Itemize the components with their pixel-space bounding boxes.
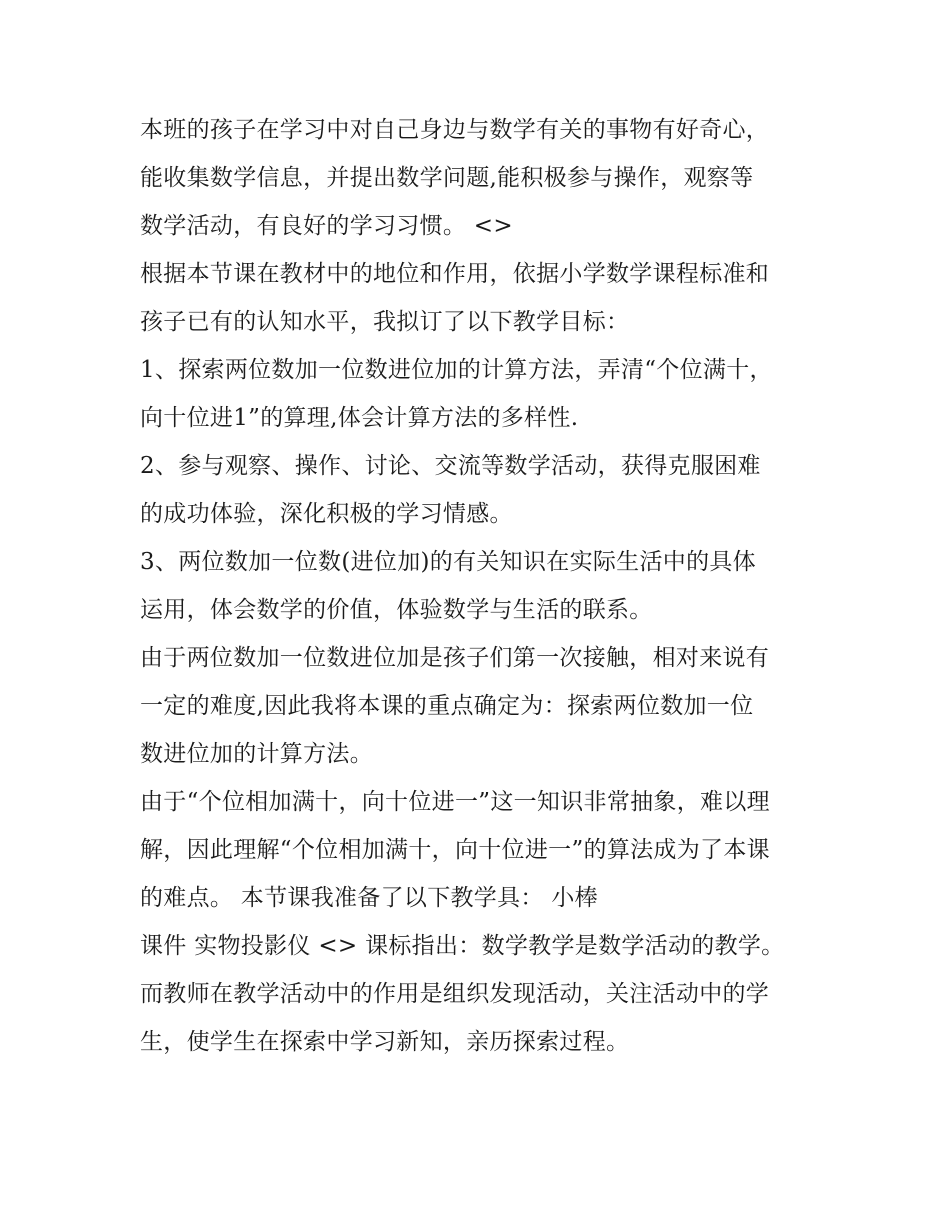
text-line: 运用，体会数学的价值，体验数学与生活的联系。: [140, 597, 653, 623]
text-line: 能收集数学信息，并提出数学问题,能积极参与操作，观察等: [140, 165, 754, 191]
text-line: 由于两位数加一位数进位加是孩子们第一次接触，相对来说有: [140, 645, 770, 671]
text-line: 本班的孩子在学习中对自己身边与数学有关的事物有好奇心，: [140, 117, 770, 143]
text-line: 由于“个位相加满十，向十位进一”这一知识非常抽象，难以理: [140, 789, 770, 815]
document-body: [140, 106, 820, 1066]
text-line: 数学活动，有良好的学习习惯。 <>: [140, 213, 513, 239]
text-line: 的难点。 本节课我准备了以下教学具： 小棒: [140, 885, 598, 911]
text-line: 而教师在教学活动中的作用是组织发现活动，关注活动中的学: [140, 981, 770, 1007]
text-line: 向十位进1”的算理,体会计算方法的多样性.: [140, 405, 579, 431]
text-line: 孩子已有的认知水平，我拟订了以下教学目标：: [140, 309, 630, 335]
text-line: 3、两位数加一位数(进位加)的有关知识在实际生活中的具体: [140, 549, 756, 575]
text-line: 生，使学生在探索中学习新知，亲历探索过程。: [140, 1029, 630, 1055]
text-line: 一定的难度,因此我将本课的重点确定为：探索两位数加一位: [140, 693, 754, 719]
text-line: 的成功体验，深化积极的学习情感。: [140, 501, 513, 527]
text-line: 2、参与观察、操作、讨论、交流等数学活动，获得克服困难: [140, 453, 761, 479]
text-line: 1、探索两位数加一位数进位加的计算方法，弄清“个位满十，: [140, 357, 773, 383]
text-line: 解，因此理解“个位相加满十，向十位进一”的算法成为了本课: [140, 837, 770, 863]
text-line: 根据本节课在教材中的地位和作用，依据小学数学课程标准和: [140, 261, 770, 287]
text-line: 课件 实物投影仪 <> 课标指出：数学教学是数学活动的教学。: [140, 933, 785, 959]
text-line: 数进位加的计算方法。: [140, 741, 373, 767]
